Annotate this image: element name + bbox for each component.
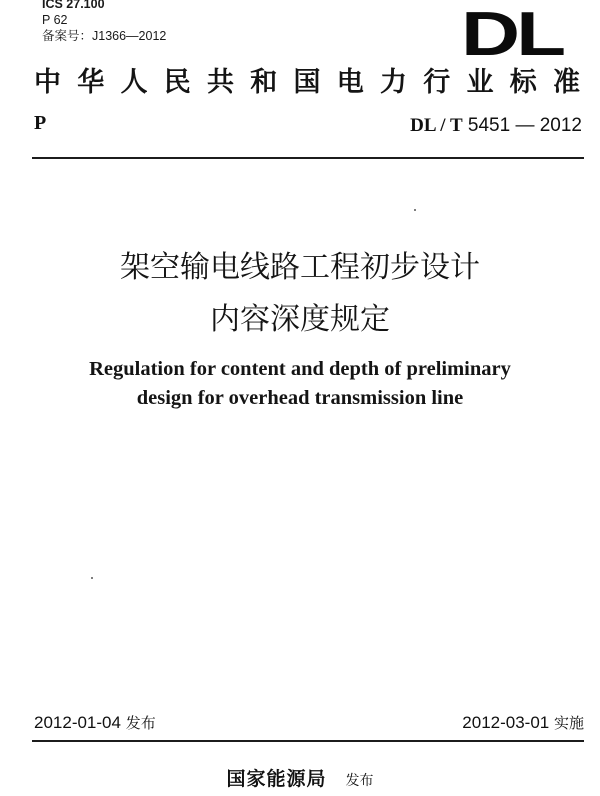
header-divider [32, 157, 584, 159]
issue-label: 发布 [125, 714, 156, 732]
dl-logo: DL [461, 0, 563, 69]
standard-title-char: 人 [120, 67, 148, 98]
title-en-line1: Regulation for content and depth of preliminary [89, 358, 511, 380]
scan-speck [91, 577, 93, 579]
ics-code: ICS 27.100 [42, 0, 105, 11]
title-cn-line2: 内容深度规定 [210, 302, 390, 337]
effective-date-value: 2012-03-01 [462, 713, 550, 732]
standard-title-char: 华 [77, 67, 105, 98]
standard-prefix: DL / T [410, 115, 463, 136]
issue-date [34, 712, 156, 733]
publisher-name: 国家能源局 [226, 768, 327, 790]
standard-title-char: 业 [466, 67, 494, 98]
standard-title-char: 行 [423, 67, 451, 98]
publisher-line [0, 764, 600, 791]
standard-number-value: 5451 — 2012 [467, 115, 582, 136]
issue-date-value: 2012-01-04 [34, 713, 121, 732]
standard-number [410, 115, 582, 137]
title-cn-line1: 架空输电线路工程初步设计 [120, 250, 480, 285]
title-en-line2: design for overhead transmission line [136, 387, 464, 409]
standard-title-char: 标 [509, 67, 537, 98]
standard-title-char: 国 [293, 67, 321, 98]
footer-divider [32, 740, 584, 742]
classification-codes [42, 0, 166, 44]
standard-title-char: 和 [250, 67, 278, 98]
category-code: P [34, 112, 47, 134]
standard-title-char: 中 [34, 67, 61, 98]
effective-label: 实施 [553, 714, 584, 732]
standard-title-char: 电 [336, 67, 364, 98]
standard-title-char: 共 [207, 67, 234, 98]
standard-title-char: 准 [553, 67, 580, 98]
standard-series-title [34, 66, 580, 100]
standard-title-char: 民 [163, 67, 191, 98]
effective-date [462, 712, 584, 733]
standard-title-char: 力 [380, 67, 407, 98]
filing-number: 备案号：J1366—2012 [42, 29, 167, 43]
scan-speck [414, 209, 416, 211]
publisher-action: 发布 [345, 773, 374, 789]
class-code: P 62 [42, 13, 68, 27]
